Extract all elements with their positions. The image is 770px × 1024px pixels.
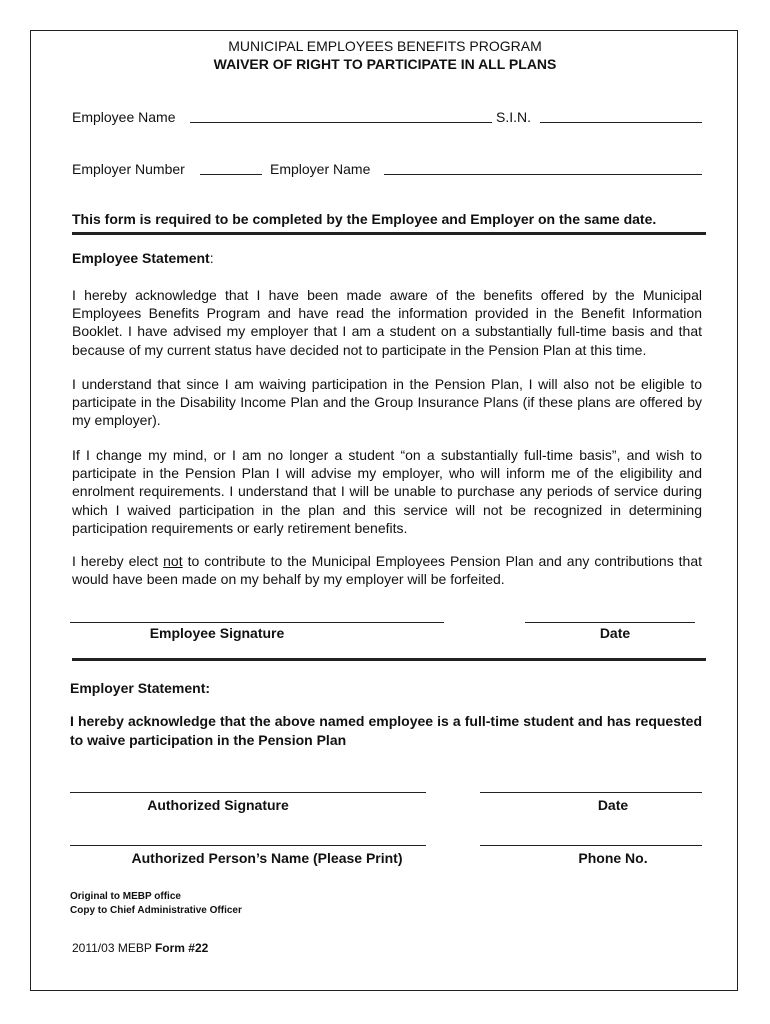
employee-paragraph-4: I hereby elect not to contribute to the Municipal Employees Pension Plan and any contributions that would have been made on my behalf by my employer will be forfeited. bbox=[72, 553, 703, 588]
employer-date-field[interactable] bbox=[480, 792, 702, 793]
employer-name-field[interactable] bbox=[384, 174, 702, 175]
section-divider-top bbox=[72, 232, 706, 235]
employer-date-label: Date bbox=[597, 797, 629, 813]
phone-label: Phone No. bbox=[578, 850, 648, 866]
program-name: MUNICIPAL EMPLOYEES BENEFITS PROGRAM bbox=[228, 38, 542, 54]
employee-date-field[interactable] bbox=[525, 622, 695, 623]
employer-number-label: Employer Number bbox=[72, 161, 185, 177]
employee-signature-label: Employee Signature bbox=[149, 625, 285, 641]
authorized-signature-label: Authorized Signature bbox=[147, 797, 289, 813]
authorized-signature-field[interactable] bbox=[70, 792, 426, 793]
employer-name-label: Employer Name bbox=[270, 161, 371, 177]
employee-paragraph-2: I understand that since I am waiving participation in the Pension Plan, I will also not be eligible to participate in the Disability Income Plan and the Group Insurance Plans (if these plans are offered by my employer). bbox=[72, 376, 702, 429]
form-title: WAIVER OF RIGHT TO PARTICIPATE IN ALL PLANS bbox=[213, 56, 557, 72]
employee-signature-field[interactable] bbox=[70, 622, 444, 623]
completion-notice: This form is required to be completed by the Employee and Employer on the same date. bbox=[72, 211, 657, 227]
authorized-name-field[interactable] bbox=[70, 845, 426, 846]
employer-statement-heading: Employer Statement: bbox=[70, 680, 211, 696]
phone-field[interactable] bbox=[480, 845, 702, 846]
distribution-original: Original to MEBP office bbox=[70, 891, 181, 902]
employee-paragraph-1: I hereby acknowledge that I have been made aware of the benefits offered by the Municipal Employees Benefits Program and have read the information provided in the Benefit Information Booklet. I have advised my employer that I am a student on a substantially full-time basis and that because of my current status have decided not to participate in the Pension Plan at this time. bbox=[72, 287, 702, 358]
form-identifier: 2011/03 MEBP Form #22 bbox=[72, 941, 209, 955]
sin-label: S.I.N. bbox=[496, 109, 532, 125]
employee-date-label: Date bbox=[599, 625, 631, 641]
section-divider-middle bbox=[72, 658, 706, 661]
authorized-name-label: Authorized Person’s Name (Please Print) bbox=[131, 850, 403, 866]
employer-statement-text: I hereby acknowledge that the above named employee is a full-time student and has requested to waive participation in the Pension Plan bbox=[70, 713, 702, 748]
employer-number-field[interactable] bbox=[200, 174, 262, 175]
distribution-copy: Copy to Chief Administrative Officer bbox=[70, 905, 242, 916]
employee-paragraph-3: If I change my mind, or I am no longer a student “on a substantially full-time basis”, and wish to participate in the Pension Plan I will advise my employer, who will inform me of the eligibility and enrolment requirements. I understand that I will be unable to purchase any periods of service during which I waived participation in the plan and this service will not be recognized in determining participation requirements or early retirement benefits. bbox=[72, 447, 702, 536]
employee-name-label: Employee Name bbox=[72, 109, 176, 125]
sin-field[interactable] bbox=[540, 122, 702, 123]
employee-statement-heading: Employee Statement: bbox=[72, 250, 214, 266]
employee-name-field[interactable] bbox=[190, 122, 492, 123]
